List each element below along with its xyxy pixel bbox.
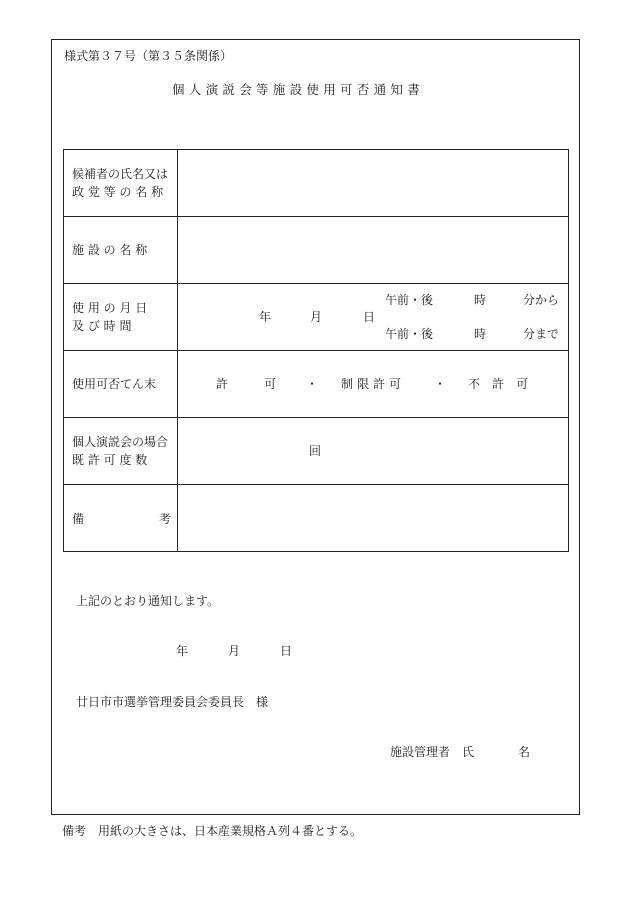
form-number: 様式第３７号（第３５条関係）	[64, 49, 233, 63]
end-ampm: 午前・後	[385, 327, 434, 341]
document-title: 個人演説会等施設使用可否通知書	[172, 82, 425, 97]
date-year-unit: 年	[176, 644, 189, 658]
end-hour-unit: 時	[474, 327, 487, 341]
label-line: 及 び 時 間	[72, 319, 132, 333]
table-row-datetime	[64, 284, 569, 351]
label-remarks-char: 考	[158, 511, 171, 526]
label-line: 使 用 の 月 日	[72, 301, 148, 315]
notice-date	[176, 645, 292, 657]
label-line: 既 許 可 度 数	[72, 453, 148, 467]
date-day-unit: 日	[280, 644, 293, 658]
label-line: 政 党 等 の 名 称	[72, 185, 164, 199]
table-row-count	[64, 418, 569, 485]
notice-text: 上記のとおり通知します。	[76, 594, 220, 608]
label-count	[64, 418, 178, 485]
label-candidate	[64, 150, 178, 217]
option-separator: ・	[306, 377, 319, 391]
option-separator: ・	[434, 377, 447, 391]
table-row-candidate	[64, 150, 569, 217]
form-table	[63, 149, 569, 552]
value-remarks[interactable]	[178, 485, 569, 552]
date-day-unit: 日	[363, 310, 376, 324]
facility-manager	[390, 746, 530, 758]
table-row-facility	[64, 217, 569, 284]
label-result	[64, 351, 178, 418]
label-datetime	[64, 284, 178, 351]
start-hour-unit: 時	[474, 293, 487, 307]
footnote: 備考 用紙の大きさは、日本産業規格Ａ列４番とする。	[62, 824, 363, 838]
option-permit: 許 可	[216, 377, 277, 391]
value-datetime[interactable]	[178, 284, 569, 351]
label-line: 使用可否てん末	[72, 377, 157, 391]
label-remarks-char: 備	[72, 511, 85, 526]
value-count[interactable]	[178, 418, 569, 485]
value-candidate[interactable]	[178, 150, 569, 217]
table-row-result	[64, 351, 569, 418]
label-remarks	[64, 485, 178, 552]
manager-label: 施設管理者	[390, 745, 451, 759]
form-frame	[51, 39, 580, 815]
manager-name-mei: 名	[518, 745, 531, 759]
date-month-unit: 月	[228, 644, 241, 658]
count-unit: 回	[309, 444, 322, 458]
option-deny: 不 許 可	[468, 377, 529, 391]
option-restricted: 制限許可	[341, 377, 406, 391]
label-line: 施 設 の 名 称	[72, 243, 148, 257]
end-minute-unit: 分まで	[523, 327, 560, 341]
date-year-unit: 年	[259, 310, 272, 324]
label-facility	[64, 217, 178, 284]
addressee: 廿日市市選挙管理委員会委員長 様	[76, 695, 269, 709]
label-line: 個人演説会の場合	[72, 435, 169, 449]
manager-name-shi: 氏	[462, 745, 475, 759]
value-result[interactable]	[178, 351, 569, 418]
table-row-remarks	[64, 485, 569, 552]
value-facility[interactable]	[178, 217, 569, 284]
start-ampm: 午前・後	[385, 293, 434, 307]
label-line: 候補者の氏名又は	[72, 167, 169, 181]
start-minute-unit: 分から	[523, 293, 560, 307]
date-month-unit: 月	[310, 310, 323, 324]
